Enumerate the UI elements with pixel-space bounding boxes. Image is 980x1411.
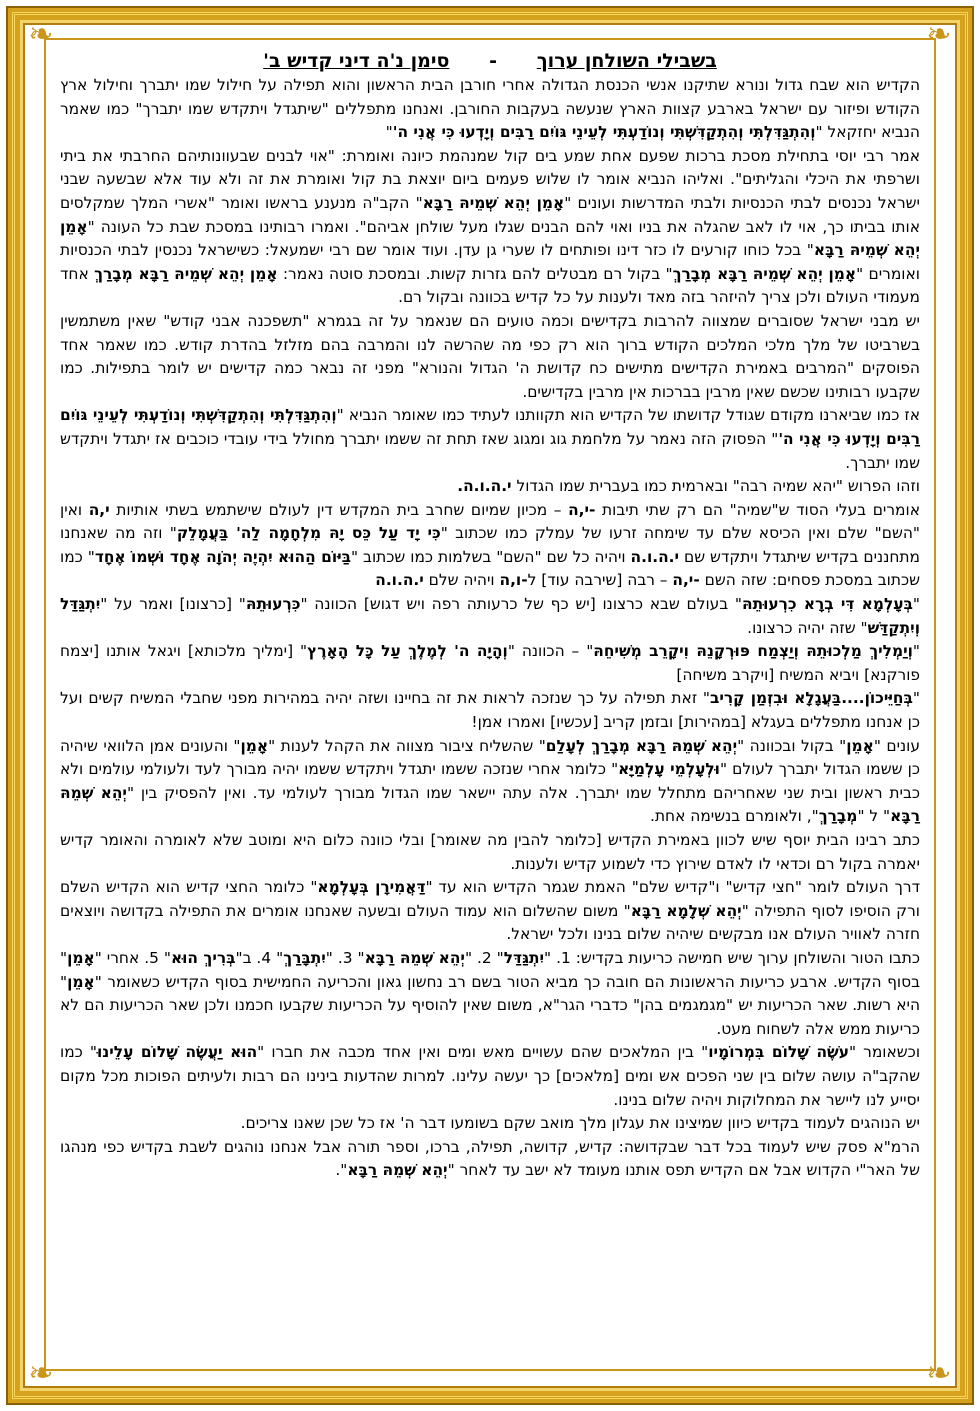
quoted-text: וּלְעָלְמֵי עָלְמַיָּא [618,760,720,779]
text-run: דרך העולם לומר "חצי קדיש" ו"קדיש שלם" האמת שגמר הקדיש הוא עד " [425,878,920,897]
text-run: " בסוף הקדיש. ארבע כריעות הראשונות הם חובה כך מביא הטור בשם רב נחשון גאון והכריעה החמישית בסוף הקדיש כשאומר " [60,948,920,991]
text-run: " [912,642,921,661]
paragraph [60,640,920,687]
text-run: ואין "השם" שלם ואין הכיסא שלם עד שימחה זרעו של עמלק כמו שכתוב " [60,500,920,543]
text-run: " – הכוונה " [507,642,594,661]
text-run: " כמו שכתוב במסכת פסחים: שזה השם [60,547,920,590]
ornament-corner-icon: ❧ [28,1356,54,1391]
article-body [60,74,920,1183]
quoted-text: -י,ה [672,571,700,590]
quoted-text: י.ה.ו.ה [375,571,424,590]
text-run: " [כרצונו] ואמר על " [100,595,246,614]
quoted-text: י.ה.ו.ה [630,547,680,566]
text-run: ", ולאומרם בנשימה אחת. [650,807,819,826]
text-run: עונים " [873,736,920,755]
quoted-text: אָמֵן יְהֵא שְׁמֵיהּ רַבָּא [422,193,565,212]
quoted-text: אָמֵן יְהֵא שְׁמֵיהּ רַבָּא מְבָרַךְ [672,264,857,283]
text-run: וכשאומר " [848,1043,921,1062]
text-run: יש מבני ישראל שסוברים שמצווה להרבות בקדישים וכמה טועים הם שנאמר על זה בגמרא "תשפכנה אבני קודש" שאין משתמשין בשרביטו של מלך מלכי המלכים הקודש ברוך הוא רק כפי מה שהרשה לנו והמרבה בהם מזלזל בהדרת קודש. כמו שאמר אחד הפוסקים "המרבים באמירת הקדישים מתישים כח קדושת ה' הגדול והנורא" מפני זה נבאר כמה קדישים יש לומר בתפילות. כמו שקבעו רבותינו שכשם שאין מרבין בברכות אין מרבין בקדישים. [60,311,920,401]
quoted-text: יְהֵא שְׁמֵהּ רַבָּא מְבָרַךְ לְעָלַם [545,736,738,755]
text-run: ויהיה כל שם "השם" בשלמות כמו שכתוב " [351,547,631,566]
quoted-text: כִּי יָד עַל כֵּס יָהּ מִלְחָמָה לַה' בַּעֲמָלֵק [176,524,441,543]
quoted-text: וְיַמְלִיךְ מַלְכוּתֵהּ וְיַצְמַח פּוּרְקָנֵהּ וִיקָרֵב מְשִׁיחֵהּ [593,642,913,661]
text-run: " הפסוק הזה נאמר על מלחמת גוג ומגוג שאז תחת זה ששמו יתברך מחולל בידי עובדי כוכבים אז יתגדל ויתקדש שמו יתברך. [60,429,920,472]
text-run: " 4. ב" [235,948,284,967]
paragraph [60,829,920,876]
quoted-text: אָמֵן יְהֵא שְׁמֵיהּ רַבָּא מְבָרַךְ [94,264,278,283]
quoted-text: יִתְגַּדַּל וְיִתְקַדַּשׁ [60,595,920,637]
title-book: בשבילי השולחן ערוך [536,50,717,72]
quoted-text: -ו,ה [499,571,528,590]
text-run: הקדיש הוא שבח גדול ונורא שתיקנו אנשי הכנסת הגדולה אחרי חורבן הבית הראשון והוא תפילה על חילול שמו יתברך וחילול ארץ הקודש ופיזור עם ישראל בארבע קצוות הארץ שנעשה בעקבות החורבן. ואנחנו מתפללים "שיתגדל ויתקדש שמו יתברך" כמו שאמר הנביא יחזקאל " [60,76,920,142]
quoted-text: בְּרִיךְ הוּא [170,948,236,967]
text-run: " בין המלאכים שהם עשויים מאש ומים ואין אחד מכבה את חברו " [257,1043,709,1062]
page-title [60,50,920,72]
ornament-corner-icon: ❧ [926,17,952,52]
paragraph [60,404,920,475]
ornamental-frame [8,8,972,1403]
text-run: " בקול ובכוונה " [737,736,847,755]
paragraph [60,499,920,593]
quoted-text: הוּא יַעֲשֶׂה שָׁלוֹם עָלֵינוּ [97,1043,258,1062]
paragraph [60,145,920,310]
paragraph [60,876,920,947]
text-run: כתב רבינו הבית יוסף שיש לכוון באמירת הקדיש [כלומר להבין מה שאומר] ובלי כוונה כלום היא ומוטב שלא לאומרה והאומר קדיש יאמרה בקול רם וכדאי לו לאדם שירוץ כדי לשמוע קדיש ולענות. [60,831,920,873]
text-run: " בקול רם מבטלים להם גזרות קשות. ובמסכת סוטה נאמר: [277,264,673,283]
quoted-text: אָמֵן [240,736,269,755]
text-run: " והעונים אמן הלוואי שיהיה כן ששמו הגדול יתברך לעולם " [60,736,920,779]
paragraph [60,1041,920,1112]
text-run: יש הנוהגים לעמוד בקדיש כיוון שמיצינו את עגלון מלך מואב שקם בשומעו דבר ה' אז כל שכן שאנו צריכים. [240,1114,920,1133]
text-run: – מכיון שמיום שחרב בית המקדש דין לעולם שישתמש בשתי אותיות [109,500,569,519]
text-run: " [912,689,920,708]
quoted-text: יְהֵא שְׁמֵהּ רַבָּא [364,948,465,967]
text-run: " [385,123,393,142]
ornament-corner-icon: ❧ [28,17,54,52]
paragraph [60,1136,920,1183]
quoted-text: יִתְגַּדַּל [503,948,545,967]
quoted-text: אָמֵן [67,948,95,967]
quoted-text: כִּרְעוּתֵהּ [245,595,301,614]
paragraph [60,74,920,145]
title-section: סימן נ'ה דיני קדיש ב' [263,50,450,72]
page-content [28,17,952,1391]
quoted-text: בְּחַיֵּיכוֹן....בַּעֲגָלָא וּבִזְמַן קָרִיב [709,689,913,708]
text-run: – רבה [שירבה עוד] ל [527,571,673,590]
quoted-text: וְהָיָה ה' לְמֶלֶךְ עַל כָּל הָאָרֶץ [307,642,508,661]
quoted-text: וְהִתְגַּדִּלְתִּי וְהִתְקַדִּשְׁתִּי וְנוֹדַעְתִּי לְעֵינֵי גּוֹיִם רַבִּים וְיָדְעוּ כִּי אֲנִי ה' [60,406,920,448]
text-run: " כמו שהקב"ה עושה שלום בין שני הפכים אש ומים [מלאכים] כך יעשה עלינו. למרות שהדעות בינינו הם רבות ולעיתים הפוכות מכל מקום יסייע לנו ליישר את המחלוקות ויהיה שלום בנינו. [60,1043,920,1109]
text-run: הרמ"א פסק שיש לעמוד בכל דבר שבקדושה: קדיש, קדושה, תפילה, ברכו, וספר תורה אבל אנחנו נוהגים לשבת בקדיש כפי מנהגו של האר"י הקדוש אבל אם הקדיש תפס אותנו מעומד לא ישב עד לאחר " [60,1137,920,1180]
paragraph [60,687,920,734]
quoted-text: אָמֵן יְהֵא שְׁמֵיהּ רַבָּא [60,217,920,260]
quoted-text: מְבָרַךְ [818,807,858,826]
text-run: " [ימליך מלכותא] ויגאל אותנו [יצמח פורקנא] ויביא המשיח [ויקרב משיחה] [60,642,920,684]
text-run: אומרים בעלי הסוד ש"שמיה" הם רק שתי תיבות [595,500,920,519]
text-run: וזהו הפרוש "יהא שמיה רבה" ובארמית כמו בעברית שמו הגדול [511,477,920,496]
paragraph [60,735,920,829]
text-run: אמר רבי יוסי בתחילת מסכת ברכות שפעם אחת שמע בים קול שמנהמת כיונה ואומרת: "אוי לבנים שבעוונותיהם החרבתי את ביתי ושרפתי את היכלי והגליתים". ואליהו הנביא אומר לו שלוש פעמים ביום יוצאת בת קול ואומרת את זה ולא עוד אלא שבשעה שבני ישראל נכנסים לבתי הכנסיות ולבתי המדרשות ועונים " [60,146,920,212]
ornament-corner-icon: ❧ [926,1356,952,1391]
text-run: " כלומר אחרי שנזכה ששמו יתגדל ויתקדש ששמו יהיה מבורך לעד ולעולמי עולמים ולא כבית ראשון ובית שני שאחריהם מתחלל שמו יתברך. אלה עתה יישאר שמו הגדול מבורך לעולמי עד. ואין להפסיק בין " [60,760,920,802]
text-run: " זאת תפילה על כך שנזכה לראות את זה בחיינו ושזה יהיה במהירות מפני שחבלי המשיח קשים ועל כן אנחנו מתפללים בעגלא [במהירות] ובזמן קריב [עכשיו] ואמרו אמן! [60,689,920,732]
paragraph [60,947,920,1041]
quoted-text: דַּאֲמִירָן בְּעָלְמָא [317,878,426,897]
quoted-text: עֹשֶׂה שָׁלוֹם בִּמְרוֹמָיו [708,1043,849,1062]
text-run: אחד מעמודי העולם ולכן צריך להיזהר בזה מאד ולענות על כל קדיש בכוונה ובקול רם. [60,264,920,307]
text-run: אז כמו שביארנו מקודם שגודל קדושתו של הקדיש הוא תקוותנו לעתיד כמו שאומר הנביא " [336,406,920,425]
text-run: " 2. " [464,948,504,967]
text-run: ". [335,1161,348,1180]
paragraph [60,310,920,404]
text-run: " בעולם שבא כרצונו [יש כף של כרעותה רפה ויש דגוש] הכוונה " [300,595,743,614]
text-run: " שזה יהיה כרצונו. [747,618,868,637]
text-run: " 3. " [325,948,365,967]
quoted-text: אָמֵן [846,736,874,755]
quoted-text: בְּעָלְמָא דִּי בְרָא כִרְעוּתֵהּ [742,595,913,614]
title-separator: - [489,50,497,72]
quoted-text: יְהֵא שְׁלָמָא רַבָּא [630,901,742,920]
quoted-text: וְהִתְגַּדִּלְתִּי וְהִתְקַדִּשְׁתִּי וְנוֹדַעְתִּי לְעֵינֵי גּוֹיִם רַבִּים וְיָדְעוּ כִּי אֲנִי ה' [392,123,816,142]
text-run: " 5. אחרי " [94,948,171,967]
paragraph [60,475,920,499]
text-run: כתבו הטור והשולחן ערוך שיש חמישה כריעות בקדיש: 1. " [544,948,920,967]
quoted-text: יְהֵא שְׁמֵהּ רַבָּא [347,1161,448,1180]
text-run: " הקב"ה מנענע בראשו ואומר "אשרי המלך שמקלסים אותו בביתו כך, אוי לו לאב שהגלה את בניו ואוי להם הבנים שגלו מעל שולחן אביהם". ואמרו רבותינו במסכת שבת כל העונה " [60,193,920,236]
text-run: " שהשליח ציבור מצווה את הקהל לענות " [268,736,546,755]
text-run: " משום שהשלום הוא עמוד העולם ובשעה שאנחנו אומרים את התפילה בקדושה ויוצאים חזרה לאוויר העולם אנו מבקשים שיהיה שלום בנינו ולכל ישראל. [60,901,920,944]
quoted-text: -י,ה [568,500,596,519]
paragraph [60,1112,920,1136]
quoted-text: יִתְבָּרַךְ [283,948,326,967]
text-run: " ל " [857,807,891,826]
text-run: " בכל כוחו קורעים לו כזר דינו ופותחים לו שערי גן עדן. ועוד אומר שם רבי ישמעאל: כשישראל נכנסין לבתי הכנסיות ואומרים " [60,241,920,283]
text-run: ויהיה שלם [423,571,500,590]
quoted-text: י,ה [88,500,110,519]
paragraph [60,593,920,640]
quoted-text: אָמֵן [67,972,95,991]
text-run: " היא רשות. שאר הכריעות יש "מגמגמים בהן" כדברי הגר"א, משום שאין להוסיף על הכריעות שקבעו חכמנו ולכן שאר הכריעות הם לא כריעות ממש אלה לשחוח מעט. [60,972,920,1038]
text-run: " [912,595,920,614]
text-run: " וזה מה שאנחנו מתחננים בקדיש שיתגדל ויתקדש שם [60,524,920,566]
quoted-text: בַּיּוֹם הַהוּא יִהְיֶה יְהֹוָה אֶחָד וּשְׁמוֹ אֶחָד [94,547,352,566]
text-run: " כלומר החצי קדיש הוא הקדיש השלם ורק הוסיפו לסוף התפילה " [60,878,920,920]
quoted-text: י.ה.ו.ה. [457,477,512,496]
quoted-text: יְהֵא שְׁמֵהּ רַבָּא [60,783,920,826]
